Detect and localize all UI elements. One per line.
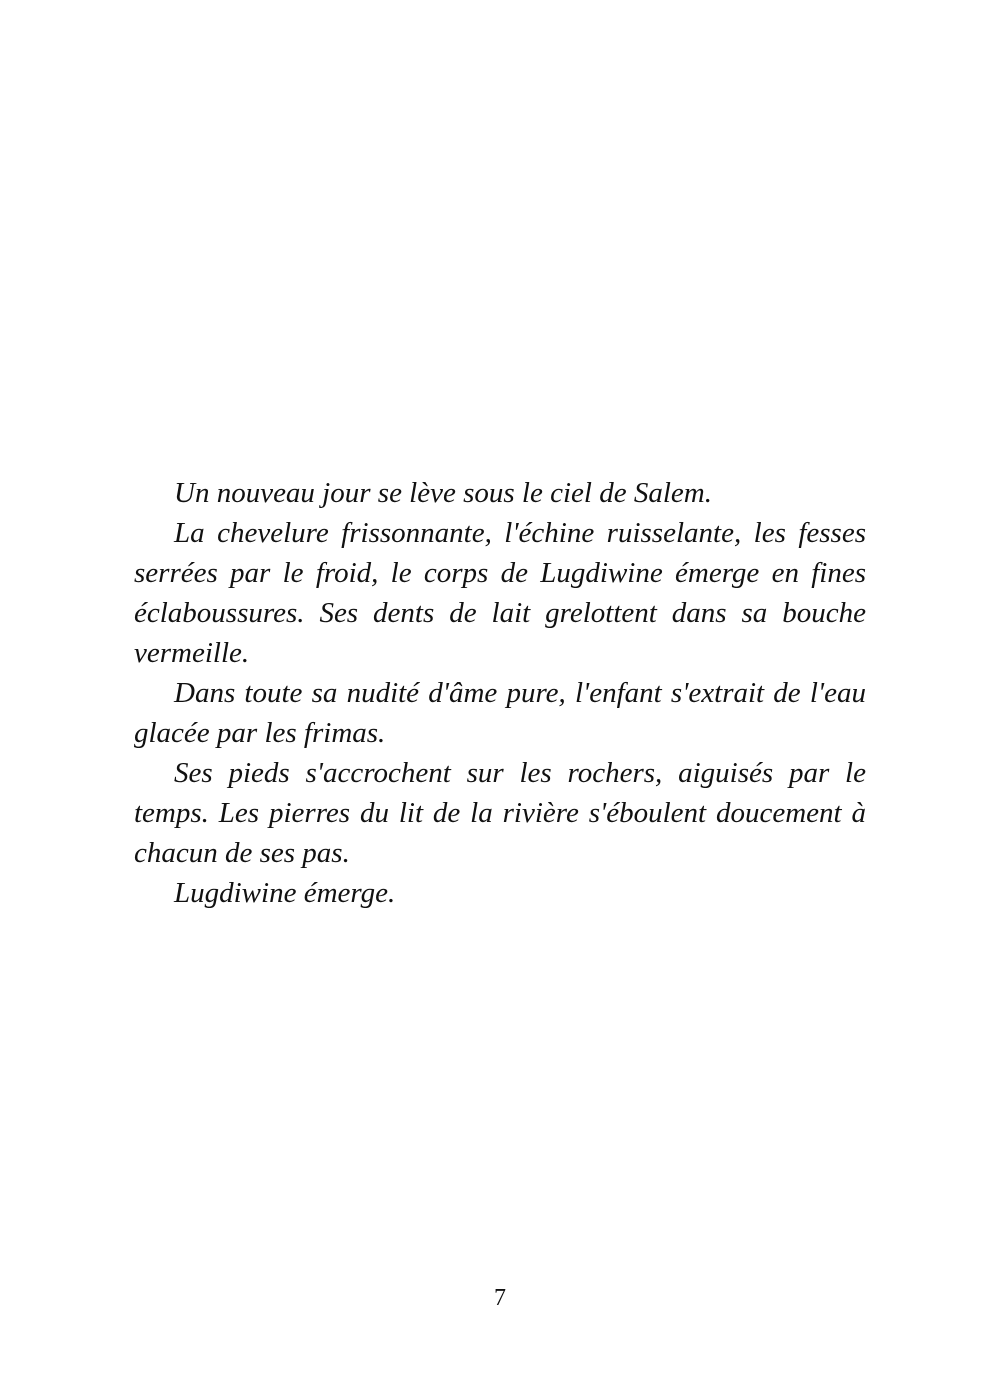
- paragraph: Dans toute sa nudité d'âme pure, l'enfant s'extrait de l'eau glacée par les frimas.: [134, 677, 866, 749]
- paragraph: La chevelure frissonnante, l'échine ruisselante, les fesses serrées par le froid, le corps de Lugdiwine émerge en fines éclaboussures. Ses dents de lait grelottent dans sa bouche vermeille.: [134, 517, 866, 669]
- paragraph: Lugdiwine émerge.: [174, 877, 396, 909]
- paragraph: Un nouveau jour se lève sous le ciel de Salem.: [174, 477, 712, 509]
- body-text: [134, 473, 866, 913]
- paragraph: Ses pieds s'accrochent sur les rochers, aiguisés par le temps. Les pierres du lit de la rivière s'éboulent doucement à chacun de ses pas.: [134, 757, 866, 869]
- page-number: 7: [494, 1285, 506, 1311]
